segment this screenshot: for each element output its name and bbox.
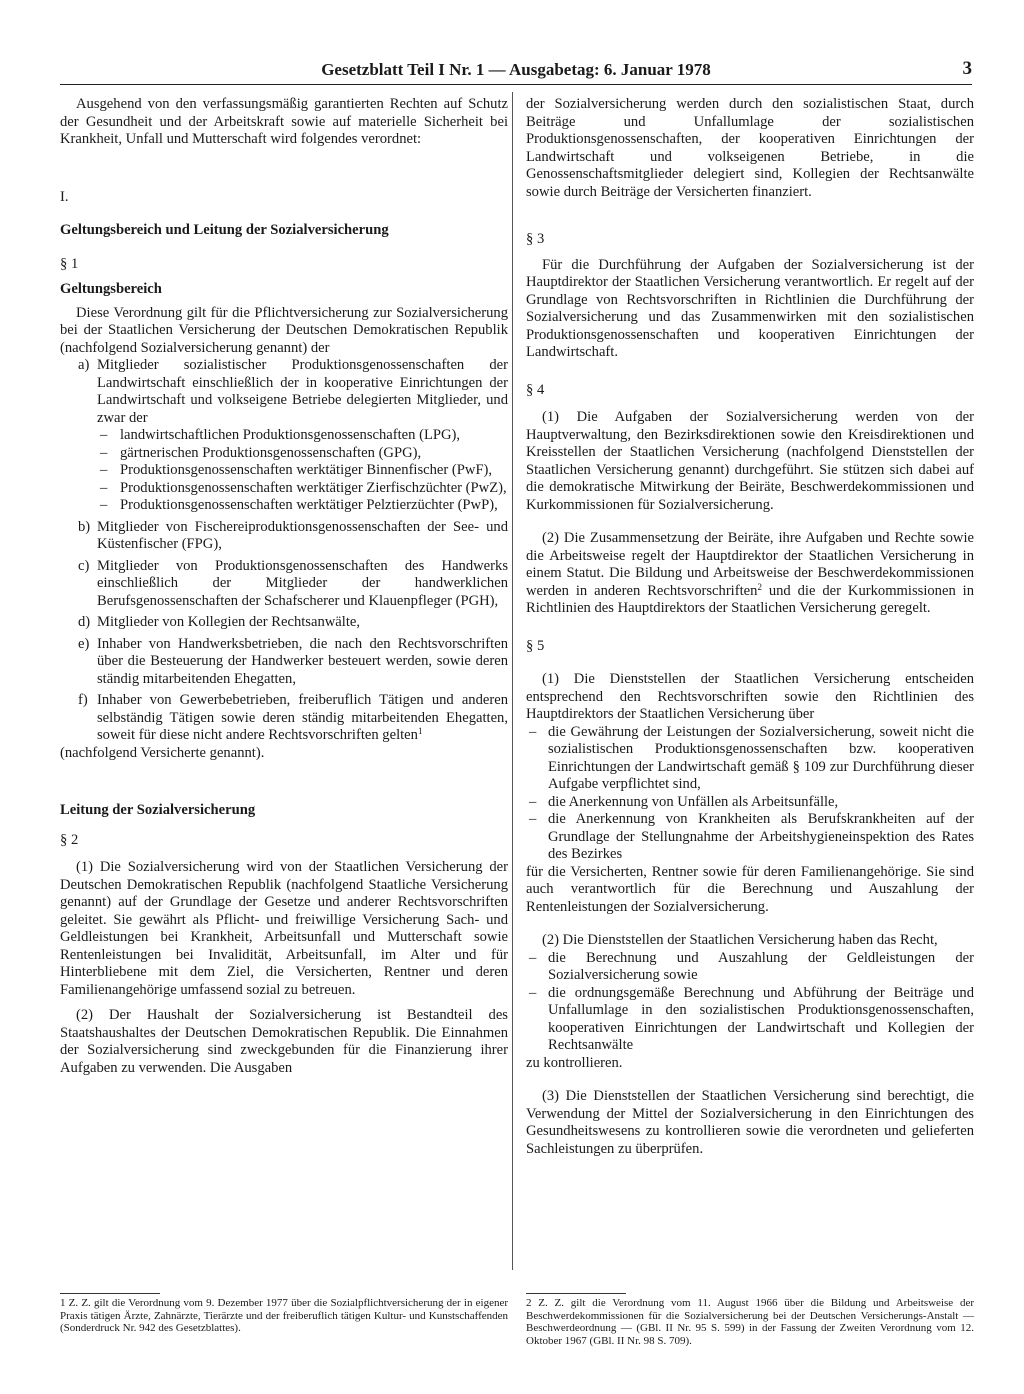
section-4-para-2	[526, 530, 974, 618]
column-divider	[512, 92, 513, 1270]
footnote-1: 1 Z. Z. gilt die Verordnung vom 9. Dezember 1977 über die Sozialpflichtversicherung der in eigener Praxis tätigen Ärzte, Zahnärzte, Tierärzte und der freiberuflich tätigen Kultur- und Kunstschaffenden (Sonderdruck Nr. 942 des Gesetzblattes).	[60, 1297, 508, 1334]
dash-text: die Gewährung der Leistungen der Sozialversicherung, soweit nicht die sozialistischen Produktionsgenossenschaften bzw. kooperativen Einrichtungen der Landwirtschaft gemäß § 109 zur Durchführung dieser Aufgabe verpflichtet sind,	[548, 723, 974, 792]
list-dash-item: – die ordnungsgemäße Berechnung und Abführung der Beiträge und Unfallumlage in den sozialistischen Produktionsgenossenschaften, kooperativen Einrichtungen der Landwirtschaft und Kollegien der Rechtsanwälte	[529, 984, 974, 1053]
item-text: Mitglieder von Kollegien der Rechtsanwälte,	[97, 614, 361, 630]
list-dash-item: – die Anerkennung von Krankheiten als Berufskrankheiten auf der Grundlage der Stellungnahme der Arbeitshygieneinspektion des Rates des Bezirkes	[529, 811, 974, 862]
section-5-para-2-end: zu kontrollieren.	[526, 1054, 623, 1071]
preamble: Ausgehend von den verfassungsmäßig garantierten Rechten auf Schutz der Gesundheit und der Arbeitskraft sowie auf materielle Sicherheit bei Krankheit, Unfall und Mutterschaft wird folgendes verordnet:	[60, 96, 508, 147]
list-item-b: b) Mitglieder von Fischereiproduktionsgenossenschaften der See- und Küstenfischer (FPG),	[78, 518, 508, 552]
section-4-para-1: (1) Die Aufgaben der Sozialversicherung werden von der Hauptverwaltung, den Bezirksdirektionen sowie den Kreisdirektionen und Kreisstellen der Staatlichen Versicherung (nachfolgend Dienststellen der Staatlichen Versicherung genannt) durchgeführt. Sie stützen sich dabei auf die demokratische Mitwirkung der Beiräte, Beschwerdekommissionen und Kurkommissionen für Sozialversicherung.	[526, 409, 974, 513]
section-1-number: § 1	[60, 255, 79, 272]
item-label: a)	[78, 357, 90, 373]
dash-text: die Anerkennung von Unfällen als Arbeitsunfälle,	[548, 793, 839, 810]
page-number: 3	[962, 58, 972, 79]
header-title: Gesetzblatt Teil I Nr. 1 — Ausgabetag: 6. Januar 1978	[321, 60, 711, 79]
section-1-intro: Diese Verordnung gilt für die Pflichtversicherung zur Sozialversicherung bei der Staatlichen Versicherung der Deutschen Demokratischen Republik (nachfolgend Sozialversicherung genannt) der	[60, 304, 508, 356]
right-column	[526, 96, 974, 1158]
footnote-2: 2 Z. Z. gilt die Verordnung vom 11. August 1966 über die Bildung und Arbeitsweise der Beschwerdekommissionen für die Sozialversicherung bei der Deutschen Versicherungs-Anstalt — Beschwerdeordnung — (GBl. II Nr. 95 S. 599) in der Fassung der Zweiten Verordnung vom 12. Oktober 1967 (GBl. II Nr. 98 S. 709).	[526, 1297, 974, 1347]
list-dash-item: – landwirtschaftlichen Produktionsgenossenschaften (LPG),	[100, 427, 461, 443]
part-number: I.	[60, 188, 69, 205]
list-dash-item: – Produktionsgenossenschaften werktätiger Zierfischzüchter (PwZ),	[100, 479, 507, 496]
item-text: Mitglieder von Fischereiproduktionsgenossenschaften der See- und Küstenfischer (FPG),	[97, 518, 508, 552]
list-item-a	[60, 357, 508, 427]
section-5-para-3: (3) Die Dienststellen der Staatlichen Versicherung sind berechtigt, die Verwendung der Mittel der Sozialversicherung in den Einrichtungen des Gesundheitswesens zu kontrollieren sowie die verordneten und gelieferten Sachleistungen zu überprüfen.	[526, 1088, 974, 1157]
list-item-e: e) Inhaber von Handwerksbetrieben, die nach den Rechtsvorschriften über die Besteuerung der Handwerker besteuert werden, sowie deren ständig mitarbeitenden Ehegatten,	[78, 635, 508, 687]
section-2-number: § 2	[60, 831, 79, 848]
list-dash-item: – die Gewährung der Leistungen der Sozialversicherung, soweit nicht die sozialistischen Produktionsgenossenschaften bzw. kooperativen Einrichtungen der Landwirtschaft gemäß § 109 zur Durchführung dieser Aufgabe verpflichtet sind,	[529, 723, 974, 792]
section-4-number: § 4	[526, 381, 545, 398]
item-text: Mitglieder sozialistischer Produktionsgenossenschaften der Landwirtschaft einschließlich der in kooperative Einrichtungen der Landwirtschaft und volkseigene Betriebe delegierten Mitglieder, und zwar der	[97, 357, 508, 426]
dash-text: Produktionsgenossenschaften werktätiger Pelztierzüchter (PwP),	[120, 497, 498, 513]
para-text: (2) Die Zusammensetzung der Beiräte, ihre Aufgaben und Rechte sowie die Arbeitsweise regelt der Hauptdirektor der Staatlichen Versicherung in einem Statut. Die Bildung und Arbeitsweise der Beschwerdekommissionen werden in anderen Rechtsvorschriften	[526, 530, 974, 599]
section-5-number: § 5	[526, 637, 545, 654]
section-2-para-2: (2) Der Haushalt der Sozialversicherung ist Bestandteil des Staatshaushaltes der Deutschen Demokratischen Republik. Die Einnahmen der Sozialversicherung sind zweckgebunden für die Finanzierung ihrer Aufgaben zu verwenden. Die Ausgaben	[60, 1007, 508, 1076]
item-text: Mitglieder von Produktionsgenossenschaften des Handwerks einschließlich der Mitglieder der handwerklichen Berufsgenossenschaften der Schafscherer und Klauenpfleger (PGH),	[97, 557, 508, 609]
footnote-ref-2: 2	[757, 581, 762, 592]
footnote-ref-1: 1	[417, 726, 423, 736]
dash-text: gärtnerischen Produktionsgenossenschaften (GPG),	[120, 444, 422, 461]
dash-text: landwirtschaftlichen Produktionsgenossenschaften (LPG),	[120, 427, 461, 443]
section-3-text: Für die Durchführung der Aufgaben der Sozialversicherung ist der Hauptdirektor der Staatlichen Versicherung verantwortlich. Er regelt auf der Grundlage von Rechtsvorschriften in Richtlinien die Durchführung der Sozialversicherung und das Zusammenwirken mit den sozialistischen Produktionsgenossenschaften und kooperativen Einrichtungen der Landwirtschaft.	[526, 256, 974, 360]
dash-text: Produktionsgenossenschaften werktätiger Zierfischzüchter (PwZ),	[120, 479, 507, 496]
list-dash-item: – Produktionsgenossenschaften werktätiger Binnenfischer (PwF),	[100, 462, 493, 478]
section-1-title: Geltungsbereich	[60, 281, 162, 297]
list-dash-item: – die Anerkennung von Unfällen als Arbeitsunfälle,	[529, 793, 839, 810]
section-5-para-1: (1) Die Dienststellen der Staatlichen Versicherung entscheiden entsprechend den Rechtsvorschriften sowie den Richtlinien des Hauptdirektors der Staatlichen Versicherung über	[526, 671, 974, 722]
list-item-c: c) Mitglieder von Produktionsgenossenschaften des Handwerks einschließlich der Mitglieder der handwerklichen Berufsgenossenschaften der Schafscherer und Klauenpfleger (PGH),	[78, 557, 508, 609]
section-5-para-2: (2) Die Dienststellen der Staatlichen Versicherung haben das Recht,	[542, 932, 938, 948]
item-text: Inhaber von Gewerbebetrieben, freiberuflich Tätigen und anderen selbständig Tätigen sowie deren ständig mitarbeitenden Ehegatten, soweit für diese nicht andere Rechtsvorschriften gelten	[97, 692, 508, 743]
left-column	[60, 96, 508, 1077]
section-2-para-1: (1) Die Sozialversicherung wird von der Staatlichen Versicherung der Deutschen Demokratischen Republik (nachfolgend Staatliche Versicherung genannt) auf der Grundlage der Gesetze und anderer Rechtsvorschriften geleitet. Sie gewährt als Pflicht- und freiwillige Versicherung Sach- und Geldleistungen bei Krankheit, Arbeitsunfall und Mutterschaft sowie Rentenleistungen bei Invalidität, Arbeitsunfall, im Alter und für Hinterbliebene mit dem Ziel, die Versicherten, Rentner und deren Familienangehörige umfassend sozial zu betreuen.	[60, 859, 508, 998]
leitung-title: Leitung der Sozialversicherung	[60, 802, 256, 818]
dash-text: die Anerkennung von Krankheiten als Berufskrankheiten auf der Grundlage der Stellungnahme der Arbeitshygieneinspektion des Rates des Bezirkes	[548, 811, 974, 862]
list-item-f: f) Inhaber von Gewerbebetrieben, freiberuflich Tätigen und anderen selbständig Tätigen sowie deren ständig mitarbeitenden Ehegatten, soweit für diese nicht andere Rechtsvorschriften gelten$^1$	[78, 692, 508, 743]
item-text: Inhaber von Handwerksbetrieben, die nach den Rechtsvorschriften über die Besteuerung der Handwerker besteuert werden, sowie deren ständig mitarbeitenden Ehegatten,	[97, 635, 508, 687]
para-text: und die der Kurkommissionen in Richtlinien des Hauptdirektors der Staatlichen Versicherung geregelt.	[526, 582, 974, 616]
dash-text: Produktionsgenossenschaften werktätiger Binnenfischer (PwF),	[120, 462, 493, 478]
list-dash-item: – gärtnerischen Produktionsgenossenschaften (GPG),	[100, 444, 422, 461]
list-dash-item: – Produktionsgenossenschaften werktätiger Pelztierzüchter (PwP),	[100, 497, 498, 513]
part-title: Geltungsbereich und Leitung der Sozialversicherung	[60, 222, 389, 238]
section-3-number: § 3	[526, 231, 545, 247]
list-dash-item: – die Berechnung und Auszahlung der Geldleistungen der Sozialversicherung sowie	[529, 949, 974, 983]
dash-text: die ordnungsgemäße Berechnung und Abführung der Beiträge und Unfallumlage in den sozialistischen Produktionsgenossenschaften, kooperativen Einrichtungen der Landwirtschaft und Kollegien der Rechtsanwälte	[548, 984, 974, 1053]
footnote-rule-right	[526, 1293, 626, 1294]
page-header	[60, 58, 972, 85]
dash-text: die Berechnung und Auszahlung der Geldleistungen der Sozialversicherung sowie	[548, 949, 974, 983]
footnote-rule-left	[60, 1293, 160, 1294]
section-5-para-1-end: für die Versicherten, Rentner sowie für deren Familienangehörige. Sie sind auch verantwortlich für die Berechnung und Auszahlung der Rentenleistungen der Sozialversicherung.	[526, 863, 974, 915]
section-2-continuation: der Sozialversicherung werden durch den sozialistischen Staat, durch Beiträge und Unfallumlage der sozialistischen Produktionsgenossenschaften, der kooperativen Einrichtungen der Landwirtschaft und volkseigenen Betriebe, in die Genossenschaftsmitglieder delegiert sind, Kollegien der Rechtsanwälte sowie durch Beiträge der Versicherten finanziert.	[526, 96, 974, 200]
list-item-d: d) Mitglieder von Kollegien der Rechtsanwälte,	[78, 614, 361, 630]
section-1-closing: (nachfolgend Versicherte genannt).	[60, 744, 265, 761]
